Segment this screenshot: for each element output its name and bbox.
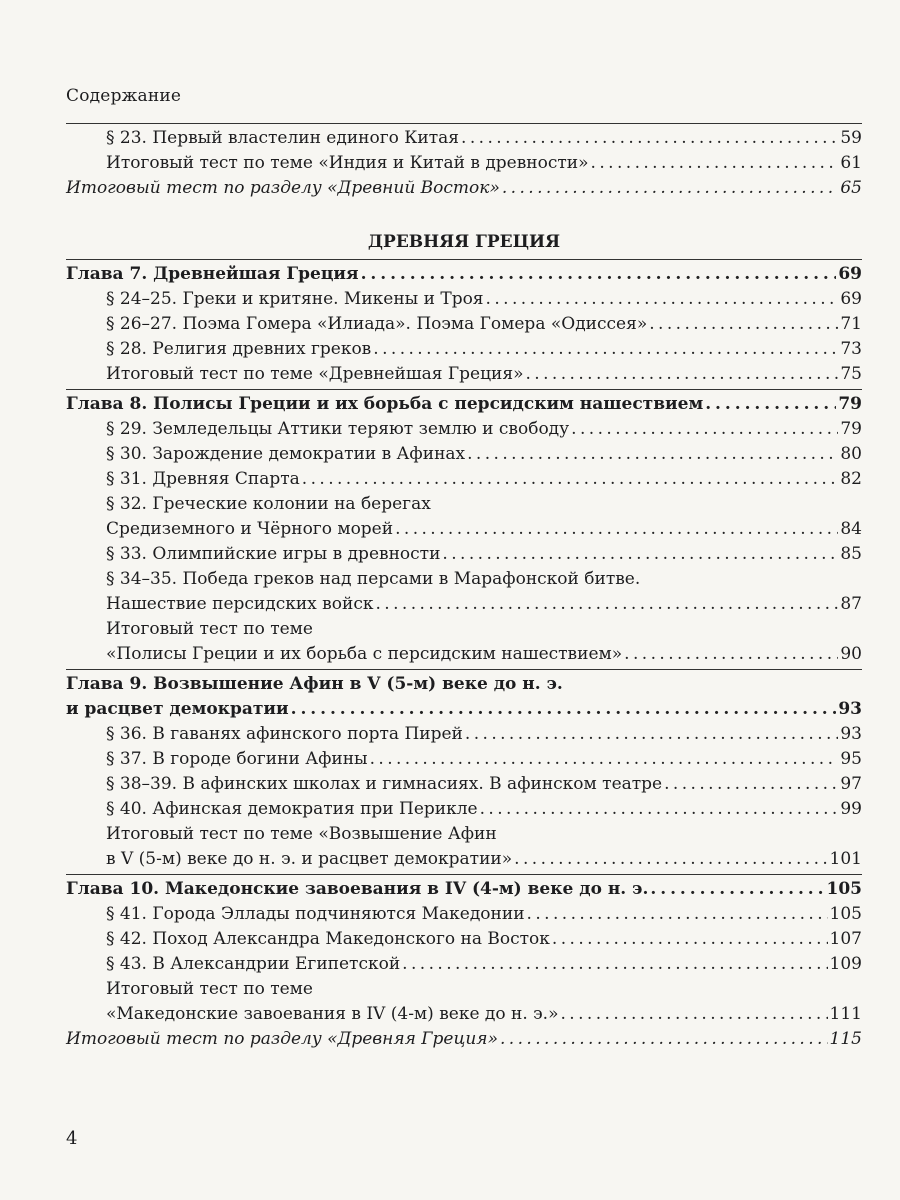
- toc-entry[interactable]: «Полисы Греции и их борьба с персидским нашествием» . . . 90: [66, 642, 862, 667]
- toc-entry[interactable]: § 33. Олимпийские игры в древности . . . 85: [66, 542, 862, 567]
- toc-entry-page: 61: [840, 153, 862, 173]
- toc-entry-first-line[interactable]: Итоговый тест по теме: [106, 979, 313, 999]
- toc-entry[interactable]: [66, 151, 862, 176]
- toc-entry[interactable]: § 24–25. Греки и критяне. Микены и Троя . . . 69: [66, 287, 862, 312]
- toc-entry[interactable]: Итоговый тест по теме «Древнейшая Греция» . . . 75: [66, 362, 862, 387]
- toc-entry[interactable]: Нашествие персидских войск . . . 87: [66, 592, 862, 617]
- chapter-heading[interactable]: Глава 7. Древнейшая Греция . . . 69: [66, 262, 862, 287]
- toc-entry[interactable]: [66, 176, 862, 201]
- toc-entry[interactable]: § 41. Города Эллады подчиняются Македонии . . . 105: [66, 902, 862, 927]
- toc-entry[interactable]: [66, 126, 862, 151]
- divider: [66, 874, 862, 875]
- toc-entry[interactable]: § 31. Древняя Спарта . . . 82: [66, 467, 862, 492]
- toc-entry-first-line[interactable]: Итоговый тест по теме «Возвышение Афин: [106, 824, 497, 844]
- toc-entry[interactable]: § 40. Афинская демократия при Перикле . . . 99: [66, 797, 862, 822]
- toc-entry[interactable]: § 37. В городе богини Афины . . . 95: [66, 747, 862, 772]
- toc-entry[interactable]: § 43. В Александрии Египетской . . . 109: [66, 952, 862, 977]
- toc-entry[interactable]: Средиземного и Чёрного морей . . . 84: [66, 517, 862, 542]
- toc-entry-first-line[interactable]: Итоговый тест по теме: [106, 619, 313, 639]
- page-number: 4: [66, 1128, 78, 1149]
- section-title: ДРЕВНЯЯ ГРЕЦИЯ: [367, 232, 561, 252]
- divider: [66, 389, 862, 390]
- toc-entry-title: § 23. Первый властелин единого Китая: [106, 128, 460, 148]
- toc-entry-first-line[interactable]: § 34–35. Победа греков над персами в Марафонской битве.: [106, 569, 641, 589]
- toc-entry[interactable]: § 28. Религия древних греков . . . 73: [66, 337, 862, 362]
- toc-entry-title: Итоговый тест по теме «Индия и Китай в древности»: [106, 153, 589, 173]
- toc-entry[interactable]: § 30. Зарождение демократии в Афинах . . . 80: [66, 442, 862, 467]
- toc-entry[interactable]: § 42. Поход Александра Македонского на Восток . . . 107: [66, 927, 862, 952]
- chapter-heading[interactable]: Глава 10. Македонские завоевания в IV (4-м) веке до н. э. . . . 105: [66, 877, 862, 902]
- chapter-heading-first-line[interactable]: Глава 9. Возвышение Афин в V (5-м) веке до н. э.: [66, 674, 563, 694]
- toc-entry-first-line[interactable]: § 32. Греческие колонии на берегах: [106, 494, 431, 514]
- chapter-heading[interactable]: Глава 8. Полисы Греции и их борьба с персидским нашествием . . . 79: [66, 392, 862, 417]
- divider: [66, 669, 862, 670]
- header-rule: [66, 123, 862, 124]
- toc-entry-title: Итоговый тест по разделу «Древний Восток»: [66, 178, 500, 198]
- table-of-contents: [66, 126, 862, 1052]
- toc-entry[interactable]: «Македонские завоевания в IV (4-м) веке до н. э.» . . . 111: [66, 1002, 862, 1027]
- toc-entry[interactable]: § 36. В гаванях афинского порта Пирей . . . 93: [66, 722, 862, 747]
- toc-entry-page: 59: [840, 128, 862, 148]
- chapter-heading[interactable]: и расцвет демократии . . . 93: [66, 697, 862, 722]
- toc-entry[interactable]: § 26–27. Поэма Гомера «Илиада». Поэма Гомера «Одиссея» . . . 71: [66, 312, 862, 337]
- toc-entry[interactable]: в V (5-м) веке до н. э. и расцвет демократии» . . . 101: [66, 847, 862, 872]
- running-header: Содержание: [66, 86, 182, 106]
- toc-entry[interactable]: Итоговый тест по разделу «Древняя Греция» . . . 115: [66, 1027, 862, 1052]
- toc-entry[interactable]: § 38–39. В афинских школах и гимнасиях. В афинском театре . . . 97: [66, 772, 862, 797]
- toc-entry[interactable]: § 29. Земледельцы Аттики теряют землю и свободу . . . 79: [66, 417, 862, 442]
- toc-entry-page: 65: [840, 178, 862, 198]
- divider: [66, 259, 862, 260]
